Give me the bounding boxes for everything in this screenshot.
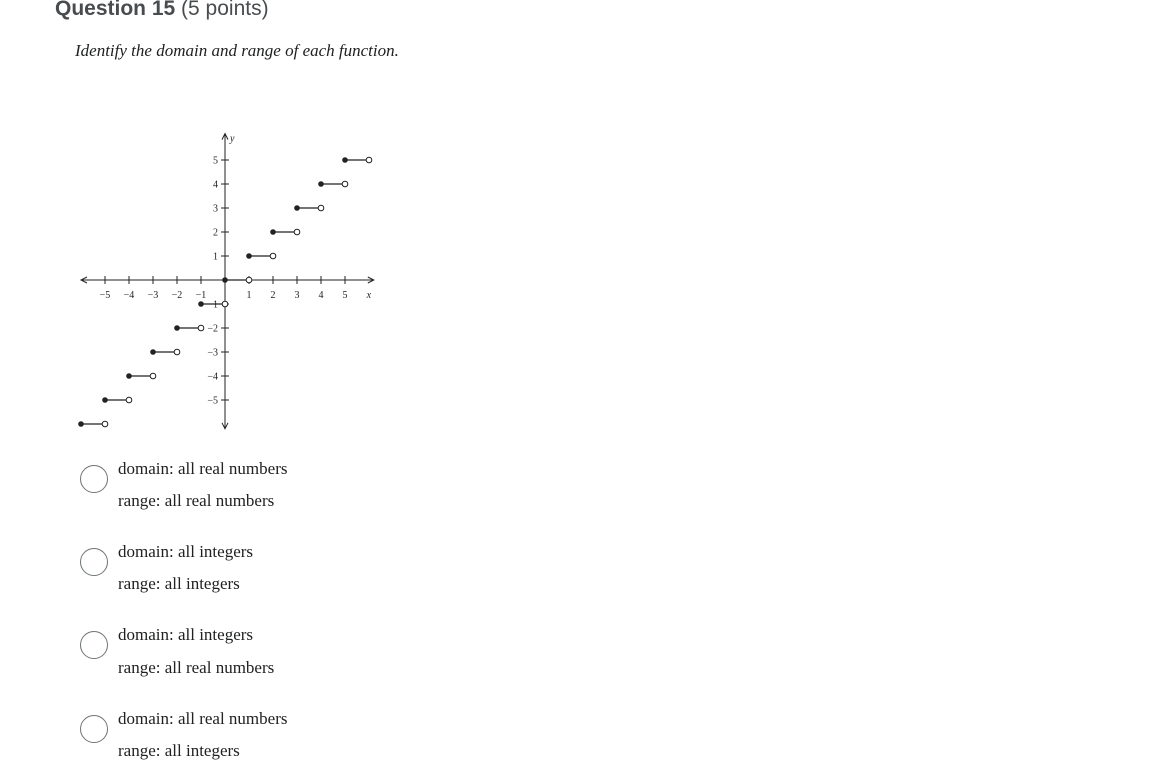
x-tick-label: −1 bbox=[195, 290, 207, 301]
step-function-graph bbox=[70, 126, 386, 436]
open-point bbox=[102, 421, 108, 427]
closed-point bbox=[222, 277, 228, 283]
y-tick-label: −4 bbox=[207, 371, 218, 383]
question-header bbox=[55, 0, 269, 22]
y-axis-label: y bbox=[230, 133, 235, 145]
y-tick-label: −5 bbox=[207, 395, 218, 407]
open-point bbox=[366, 157, 372, 163]
open-point bbox=[126, 397, 132, 403]
closed-point bbox=[150, 349, 156, 355]
open-point bbox=[270, 253, 276, 259]
choice-domain: domain: all real numbers bbox=[118, 709, 288, 728]
y-tick-label: −1 bbox=[207, 299, 218, 311]
x-tick-label: −2 bbox=[171, 290, 183, 301]
x-tick-label: −4 bbox=[123, 290, 135, 301]
x-tick-label: 5 bbox=[342, 290, 348, 301]
radio-button[interactable] bbox=[80, 631, 108, 659]
y-tick-label: 1 bbox=[213, 251, 218, 263]
closed-point bbox=[198, 301, 204, 307]
x-tick-label: 2 bbox=[270, 290, 276, 301]
answer-choice-2[interactable] bbox=[80, 542, 480, 615]
x-tick-label: 3 bbox=[294, 290, 300, 301]
open-point bbox=[150, 373, 156, 379]
open-point bbox=[246, 277, 252, 283]
answer-choice-3[interactable] bbox=[80, 625, 480, 698]
question-prompt: Identify the domain and range of each function. bbox=[75, 41, 399, 60]
y-tick-label: −3 bbox=[207, 347, 218, 359]
choice-domain: domain: all integers bbox=[118, 625, 254, 644]
open-point bbox=[174, 349, 180, 355]
y-tick-label: 5 bbox=[213, 155, 218, 167]
choice-range: range: all integers bbox=[118, 574, 240, 593]
question-title: Question 15 bbox=[55, 0, 176, 20]
answer-choice-4[interactable] bbox=[80, 709, 480, 782]
x-tick-label: −5 bbox=[99, 290, 111, 301]
closed-point bbox=[78, 421, 84, 427]
y-tick-label: 3 bbox=[213, 203, 218, 215]
choice-range: range: all real numbers bbox=[118, 491, 275, 510]
y-tick-label: 4 bbox=[213, 179, 218, 191]
closed-point bbox=[270, 229, 276, 235]
closed-point bbox=[318, 181, 324, 187]
closed-point bbox=[126, 373, 132, 379]
radio-button[interactable] bbox=[80, 715, 108, 743]
closed-point bbox=[102, 397, 108, 403]
x-axis-label: x bbox=[366, 290, 372, 301]
open-point bbox=[318, 205, 324, 211]
open-point bbox=[342, 181, 348, 187]
question-points: (5 points) bbox=[181, 0, 269, 20]
choice-domain: domain: all integers bbox=[118, 542, 254, 561]
choice-range: range: all real numbers bbox=[118, 658, 275, 677]
x-tick-label: 1 bbox=[246, 290, 252, 301]
choice-domain: domain: all real numbers bbox=[118, 459, 288, 478]
open-point bbox=[222, 301, 228, 307]
closed-point bbox=[174, 325, 180, 331]
open-point bbox=[198, 325, 204, 331]
radio-button[interactable] bbox=[80, 548, 108, 576]
answer-choice-1[interactable] bbox=[80, 459, 480, 532]
x-tick-label: 4 bbox=[318, 290, 324, 301]
closed-point bbox=[246, 253, 252, 259]
closed-point bbox=[342, 157, 348, 163]
choice-range: range: all integers bbox=[118, 741, 240, 760]
x-tick-label: −3 bbox=[147, 290, 159, 301]
y-tick-label: −2 bbox=[207, 323, 218, 335]
radio-button[interactable] bbox=[80, 465, 108, 493]
y-tick-label: 2 bbox=[213, 227, 218, 239]
closed-point bbox=[294, 205, 300, 211]
open-point bbox=[294, 229, 300, 235]
